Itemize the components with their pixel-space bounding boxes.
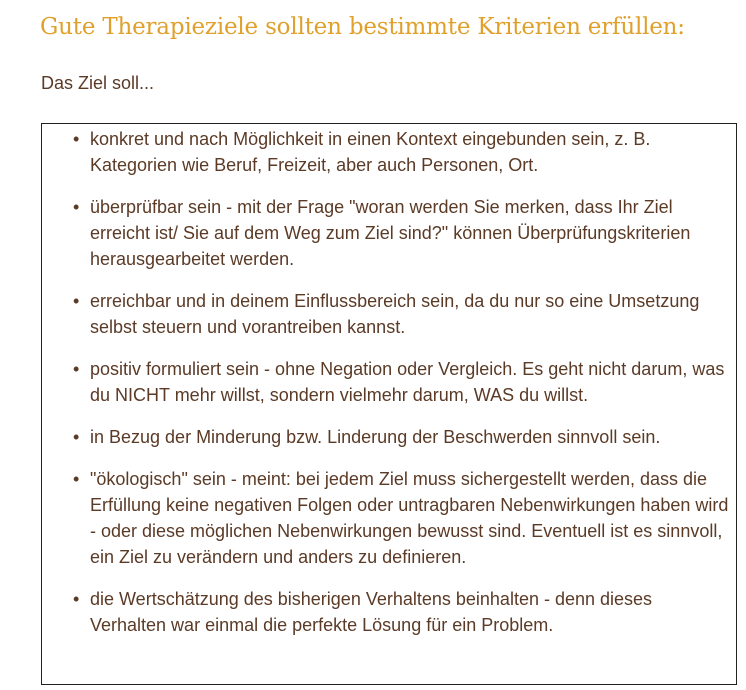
criterion-item-erreichbar: [73, 288, 731, 340]
criterion-item-konkret: [73, 126, 731, 178]
criterion-text: in Bezug der Minderung bzw. Linderung der Beschwerden sinnvoll sein.: [90, 427, 661, 447]
intro-text: Das Ziel soll...: [41, 73, 155, 93]
bullet-icon: •: [73, 197, 80, 217]
bullet-icon: •: [73, 129, 80, 149]
criterion-text: positiv formuliert sein - ohne Negation oder Vergleich. Es geht nicht darum, was du NICHT mehr willst, sondern vielmehr darum, WAS du willst.: [90, 359, 725, 405]
bullet-icon: •: [73, 427, 80, 447]
criteria-list: [73, 126, 731, 654]
bullet-icon: •: [73, 291, 80, 311]
criterion-text: konkret und nach Möglichkeit in einen Kontext eingebunden sein, z. B. Kategorien wie Beruf, Freizeit, aber auch Personen, Ort.: [90, 129, 651, 175]
criterion-item-sinnvoll: [73, 424, 731, 450]
criterion-item-positiv: [73, 356, 731, 408]
bullet-icon: •: [73, 469, 80, 489]
bullet-icon: •: [73, 359, 80, 379]
criterion-text: "ökologisch" sein - meint: bei jedem Ziel muss sichergestellt werden, dass die Erfüllung keine negativen Folgen oder untragbaren Nebenwirkungen haben wird - oder diese möglichen Nebenwirkungen bewusst sind. Eventuell ist es sinnvoll, ein Ziel zu verändern und anders zu definieren.: [90, 469, 729, 567]
criteria-box: [41, 123, 737, 685]
criterion-text: erreichbar und in deinem Einflussbereich sein, da du nur so eine Umsetzung selbst steuern und vorantreiben kannst.: [90, 291, 700, 337]
criterion-text: überprüfbar sein - mit der Frage "woran werden Sie merken, dass Ihr Ziel erreicht ist/ Sie auf dem Weg zum Ziel sind?" können Überprüfungskriterien herausgearbeitet werden.: [90, 197, 691, 269]
criterion-item-ueberpruefbar: [73, 194, 731, 272]
criterion-text: die Wertschätzung des bisherigen Verhaltens beinhalten - denn dieses Verhalten war einmal die perfekte Lösung für ein Problem.: [90, 589, 653, 635]
criterion-item-wertschaetzung: [73, 586, 731, 638]
criterion-item-oekologisch: [73, 466, 731, 570]
page-title: Gute Therapieziele sollten bestimmte Kriterien erfüllen:: [40, 14, 685, 40]
bullet-icon: •: [73, 589, 80, 609]
